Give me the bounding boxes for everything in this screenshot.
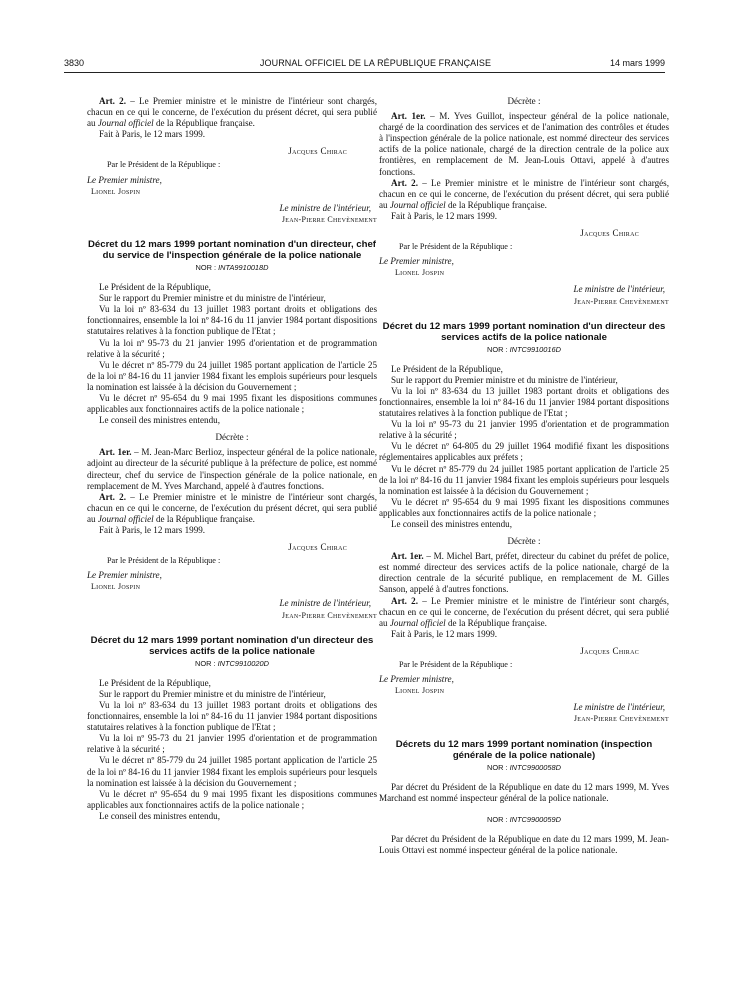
appointment-text: Par décret du Président de la République en date du 12 mars 1999, M. Jean-Louis Ottavi est nommé inspecteur général de la police nationale.: [379, 833, 669, 855]
article-label: Art. 2.: [99, 96, 126, 106]
visa: Vu la loi nº 95-73 du 21 janvier 1995 d'orientation et de programmation relative à la sécurité ;: [87, 733, 377, 755]
visa: Le Président de la République,: [99, 677, 211, 688]
journal-name: Journal officiel: [97, 513, 154, 524]
header-rule: [64, 72, 665, 73]
journal-name: Journal officiel: [389, 199, 446, 210]
visa: Vu le décret nº 85-779 du 24 juillet 1985 portant application de l'article 25 de la loi nº 84-16 du 11 janvier 1984 fixant les emplois supérieurs pour lesquels la nomination est laissée à la décision du Gouvernement ;: [87, 755, 377, 788]
visa: Vu la loi nº 95-73 du 21 janvier 1995 d'orientation et de programmation relative à la sécurité ;: [379, 419, 669, 441]
article-2-paragraph: [379, 178, 669, 211]
decrete-heading: Décrète :: [507, 536, 541, 547]
article-2-paragraph: [87, 96, 377, 129]
decree-title: Décrets du 12 mars 1999 portant nomination (inspection générale de la police nationale): [395, 738, 653, 761]
article-text: – Le Premier ministre et le ministre de l'intérieur sont chargés, chacun en ce qui le concerne, de l'exécution du présent décret, qui sera publié au: [87, 96, 377, 129]
article-text: – M. Jean-Marc Berlioz, inspecteur général de la police nationale, adjoint au directeur de la sécurité publique à la préfecture de police, est nommé directeur, chef du service de l'inspection générale de la police nationale, en remplacement de M. Yves Marchand, appelé à d'autres fonctions.: [87, 447, 377, 491]
decrete-heading: Décrète :: [507, 96, 541, 106]
article-text: de la République française.: [445, 617, 547, 628]
par-le-president: Par le Président de la République :: [107, 556, 221, 566]
article-2-paragraph: [87, 492, 377, 525]
ministre-interieur: Le ministre de l'intérieur,: [279, 202, 371, 213]
nor-reference: [87, 658, 377, 669]
article-label: Art. 1er.: [99, 447, 132, 458]
article-1-paragraph: [379, 551, 669, 595]
nor-code: INTC9900058D: [509, 762, 561, 772]
nor-code: INTC9900059D: [509, 814, 561, 824]
decree-title: Décret du 12 mars 1999 portant nomination d'un directeur, chef du service de l'inspection générale de la police nationale: [87, 238, 377, 261]
fait-a-paris: Fait à Paris, le 12 mars 1999.: [99, 129, 206, 140]
article-text: – Le Premier ministre et le ministre de l'intérieur sont chargés, chacun en ce qui le concerne, de l'exécution du présent décret, qui sera publié au: [379, 177, 669, 210]
signature-chevenement: Jean-Pierre Chevènement: [281, 610, 377, 620]
article-text: – M. Michel Bart, préfet, directeur du cabinet du préfet de police, est nommé directeur des services actifs de la police nationale, chargé de la direction centrale de la sécurité publique, en remplacement de M. Gilles Sanson, appelé à d'autres fonctions.: [379, 551, 669, 595]
nor-reference: [87, 262, 377, 273]
visa: Vu le décret nº 85-779 du 24 juillet 1985 portant application de l'article 25 de la loi nº 84-16 du 11 janvier 1984 fixant les emplois supérieurs pour lesquels la nomination est laissée à la décision du Gouvernement ;: [379, 463, 669, 496]
issue-date: 14 mars 1999: [609, 58, 665, 68]
par-le-president: Par le Président de la République :: [399, 660, 513, 670]
nor-code: INTA9910018D: [218, 262, 269, 272]
visa: Sur le rapport du Premier ministre et du ministre de l'intérieur,: [391, 374, 618, 385]
fait-a-paris: Fait à Paris, le 12 mars 1999.: [99, 525, 206, 535]
signature-jospin: Lionel Jospin: [91, 582, 141, 592]
article-text: – Le Premier ministre et le ministre de l'intérieur sont chargés, chacun en ce qui le concerne, de l'exécution du présent décret, qui sera publié au: [87, 491, 377, 524]
visa: Vu le décret nº 95-654 du 9 mai 1995 fixant les dispositions communes applicables aux fonctionnaires actifs de la police nationale ;: [87, 392, 377, 415]
nor-label: NOR :: [487, 814, 510, 824]
appointment-text: Par décret du Président de la République en date du 12 mars 1999, M. Yves Marchand est nommé inspecteur général de la police nationale.: [379, 781, 669, 803]
article-text: de la République française.: [153, 513, 255, 524]
nor-reference: [379, 814, 669, 825]
signature-chirac: Jacques Chirac: [288, 542, 347, 553]
signature-chirac: Jacques Chirac: [580, 645, 639, 656]
par-le-president: Par le Président de la République :: [107, 160, 221, 170]
page-number: 3830: [64, 58, 85, 68]
ministre-interieur: Le ministre de l'intérieur,: [573, 702, 665, 713]
visa: Sur le rapport du Premier ministre et du ministre de l'intérieur,: [99, 293, 326, 304]
article-text: – Le Premier ministre et le ministre de l'intérieur sont chargés, chacun en ce qui le concerne, de l'exécution du présent décret, qui sera publié au: [379, 595, 669, 628]
signature-chevenement: Jean-Pierre Chevènement: [281, 214, 377, 224]
signature-chevenement: Jean-Pierre Chevènement: [573, 714, 669, 724]
signature-jospin: Lionel Jospin: [91, 186, 141, 196]
decree-title: Décret du 12 mars 1999 portant nomination d'un directeur des services actifs de la police nationale: [90, 634, 374, 657]
visa: Vu la loi nº 83-634 du 13 juillet 1983 portant droits et obligations des fonctionnaires, ensemble la loi nº 84-16 du 11 janvier 1984 portant dispositions statutaires relatives à la fonction publique de l'Etat ;: [379, 385, 669, 419]
visa: Vu le décret nº 64-805 du 29 juillet 1964 modifié fixant les dispositions réglementaires applicables aux préfets ;: [379, 441, 669, 463]
ministre-interieur: Le ministre de l'intérieur,: [573, 284, 665, 295]
nor-label: NOR :: [487, 762, 510, 772]
page-header: [64, 58, 665, 72]
article-1-paragraph: [87, 447, 377, 491]
journal-name: Journal officiel: [97, 118, 154, 129]
article-label: Art. 2.: [391, 177, 418, 188]
visa: Vu le décret nº 95-654 du 9 mai 1995 fixant les dispositions communes applicables aux fonctionnaires actifs de la police nationale ;: [379, 496, 669, 518]
journal-title: JOURNAL OFFICIEL DE LA RÉPUBLIQUE FRANÇAISE: [259, 58, 492, 68]
visa: Le conseil des ministres entendu,: [391, 519, 512, 529]
visa: Le conseil des ministres entendu,: [99, 810, 220, 821]
visa: Vu le décret nº 85-779 du 24 juillet 1985 portant application de l'article 25 de la loi nº 84-16 du 11 janvier 1984 fixant les emplois supérieurs pour lesquels la nomination est laissée à la décision du Gouvernement ;: [87, 359, 377, 392]
signature-chirac: Jacques Chirac: [580, 228, 639, 239]
visa: Vu la loi nº 83-634 du 13 juillet 1983 portant droits et obligations des fonctionnaires, ensemble la loi nº 84-16 du 11 janvier 1984 portant dispositions statutaires relatives à la fonction publique de l'Etat ;: [87, 304, 377, 337]
decrete-heading: Décrète :: [215, 432, 249, 443]
premier-ministre: Le Premier ministre,: [379, 674, 454, 685]
article-text: de la République française.: [445, 199, 547, 210]
ministre-interieur: Le ministre de l'intérieur,: [279, 598, 371, 609]
article-label: Art. 2.: [391, 595, 418, 606]
article-1-paragraph: [379, 111, 669, 178]
nor-label: NOR :: [195, 658, 218, 668]
visa: Le Président de la République,: [99, 282, 211, 293]
premier-ministre: Le Premier ministre,: [87, 174, 162, 185]
article-text: de la République française.: [153, 118, 255, 129]
fait-a-paris: Fait à Paris, le 12 mars 1999.: [391, 628, 498, 639]
signature-chevenement: Jean-Pierre Chevènement: [573, 296, 669, 306]
article-label: Art. 2.: [99, 491, 126, 502]
signature-jospin: Lionel Jospin: [395, 268, 445, 278]
article-label: Art. 1er.: [391, 551, 424, 562]
article-label: Art. 1er.: [391, 111, 426, 122]
par-le-president: Par le Président de la République :: [399, 242, 513, 252]
journal-name: Journal officiel: [389, 617, 446, 628]
nor-label: NOR :: [487, 344, 510, 354]
decree-title: Décret du 12 mars 1999 portant nomination d'un directeur des services actifs de la police nationale: [382, 320, 666, 343]
right-column: [379, 96, 669, 856]
visa: Le Président de la République,: [391, 363, 503, 374]
article-text: – M. Yves Guillot, inspecteur général de la police nationale, chargé de la coordination des services et de l'animation des contrôles et études à l'inspection générale de la police nationale, est nommé directeur des services actifs de la police nationale, chargé de la direction centrale de la police aux frontières, en remplacement de M. Jean-Louis Ottavi, appelé à d'autres fonctions.: [379, 111, 669, 177]
signature-chirac: Jacques Chirac: [288, 146, 347, 157]
premier-ministre: Le Premier ministre,: [87, 570, 162, 581]
nor-code: INTC9910020D: [217, 658, 269, 668]
nor-reference: [379, 762, 669, 773]
fait-a-paris: Fait à Paris, le 12 mars 1999.: [391, 210, 498, 221]
visa: Le conseil des ministres entendu,: [99, 415, 220, 426]
premier-ministre: Le Premier ministre,: [379, 256, 454, 267]
signature-jospin: Lionel Jospin: [395, 686, 445, 696]
article-2-paragraph: [379, 596, 669, 629]
visa: Vu la loi nº 95-73 du 21 janvier 1995 d'orientation et de programmation relative à la sécurité ;: [87, 337, 377, 359]
nor-reference: [379, 344, 669, 355]
visa: Sur le rapport du Premier ministre et du ministre de l'intérieur,: [99, 688, 326, 699]
visa: Vu le décret nº 95-654 du 9 mai 1995 fixant les dispositions communes applicables aux fonctionnaires actifs de la police nationale ;: [87, 788, 377, 810]
nor-code: INTC9910016D: [509, 344, 561, 354]
nor-label: NOR :: [195, 262, 219, 272]
left-column: [87, 96, 377, 822]
visa: Vu la loi nº 83-634 du 13 juillet 1983 portant droits et obligations des fonctionnaires, ensemble la loi nº 84-16 du 11 janvier 1984 portant dispositions statutaires relatives à la fonction publique de l'Etat ;: [87, 699, 377, 733]
